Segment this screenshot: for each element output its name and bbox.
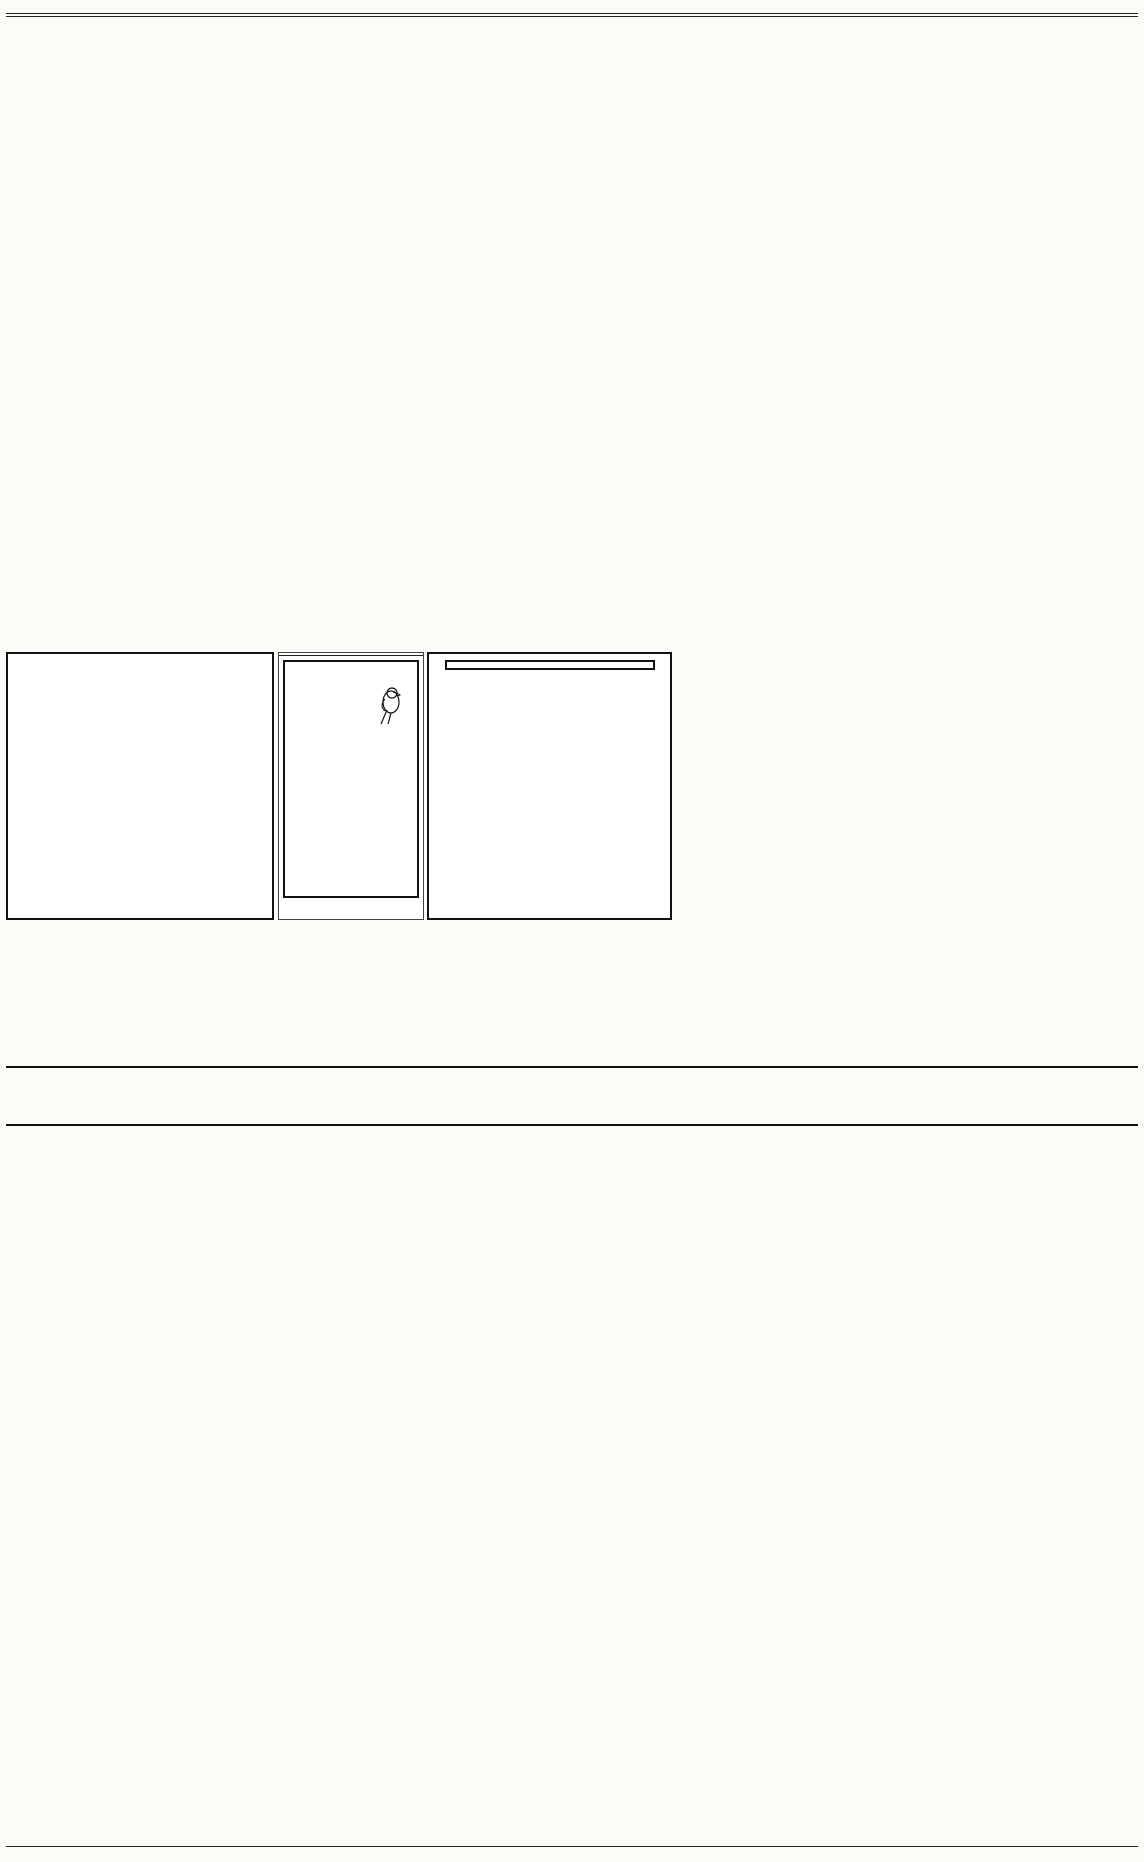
mattress-ad [6,652,274,920]
classified-top-section [6,16,1138,636]
service-guide-columns [6,1130,1138,1844]
pet-services-heading [279,653,423,656]
page-footer [6,1846,1138,1860]
pets-ad [283,660,419,898]
page-header [6,2,1138,14]
parakeet-illustration [371,684,411,726]
display-ads-section [6,636,1138,1066]
pet-services-column [278,652,424,920]
harold-smith-logo [445,660,655,670]
harold-smith-ad [427,652,672,920]
home-service-guide-banner [6,1066,1138,1126]
